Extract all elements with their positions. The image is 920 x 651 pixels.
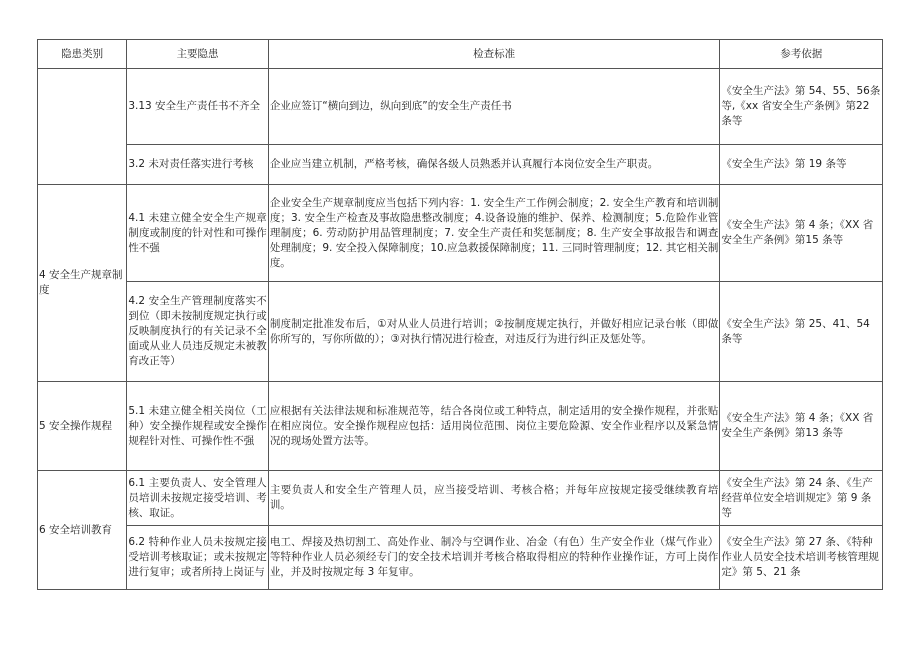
standard-cell: 企业安全生产规章制度应当包括下列内容：1. 安全生产工作例会制度；2. 安全生产教育和培训制度；3. 安全生产检查及事故隐患整改制度；4.设备设施的维护、保养、检测制度；5.危险作业管理制度；6. 劳动防护用品管理制度；7. 安全生产责任和奖惩制度；8. 生产安全事故报告和调查处理制度；9. 安全投入保障制度；10.应急救援保障制度；11. 三同时管理制度；12. 其它相关制度。 [268, 185, 720, 282]
hazard-table [37, 39, 883, 590]
standard-cell: 企业应签订“横向到边，纵向到底”的安全生产责任书 [268, 69, 720, 145]
table-row [38, 471, 883, 526]
hazard-cell: 4.1 未建立健全安全生产规章制度或制度的针对性和可操作性不强 [127, 185, 269, 282]
table-row [38, 69, 883, 145]
reference-cell: 《安全生产法》第 27 条、《特种作业人员安全技术培训考核管理规定》第 5、21 条 [720, 526, 883, 590]
hazard-cell: 6.2 特种作业人员未按规定接受培训考核取证；或未按规定进行复审；或者所持上岗证与 [127, 526, 269, 590]
hazard-cell: 5.1 未建立健全相关岗位（工种）安全操作规程或安全操作规程针对性、可操作性不强 [127, 382, 269, 471]
hazard-cell: 3.13 安全生产责任书不齐全 [127, 69, 269, 145]
header-category: 隐患类别 [38, 40, 127, 69]
table-row [38, 282, 883, 382]
standard-cell: 企业应当建立机制，严格考核，确保各级人员熟悉并认真履行本岗位安全生产职责。 [268, 145, 720, 185]
category-cell [38, 69, 127, 185]
header-reference: 参考依据 [720, 40, 883, 69]
reference-cell: 《安全生产法》第 4 条；《XX 省安全生产条例》第15 条等 [720, 185, 883, 282]
table-header-row [38, 40, 883, 69]
hazard-cell: 3.2 未对责任落实进行考核 [127, 145, 269, 185]
table-row [38, 526, 883, 590]
reference-cell: 《安全生产法》第 25、41、54 条等 [720, 282, 883, 382]
hazard-cell: 4.2 安全生产管理制度落实不到位（即未按制度规定执行或反映制度执行的有关记录不全面或从业人员违反规定未被教育改正等） [127, 282, 269, 382]
reference-cell: 《安全生产法》第 19 条等 [720, 145, 883, 185]
header-standard: 检查标准 [268, 40, 720, 69]
header-hazard: 主要隐患 [127, 40, 269, 69]
standard-cell: 制度制定批准发布后，①对从业人员进行培训；②按制度规定执行，并做好相应记录台帐（即做你所写的，写你所做的）；③对执行情况进行检查，对违反行为进行纠正及惩处等。 [268, 282, 720, 382]
table-row [38, 145, 883, 185]
hazard-cell: 6.1 主要负责人、安全管理人员培训未按规定接受培训、考核、取证。 [127, 471, 269, 526]
reference-cell: 《安全生产法》第 24 条、《生产经营单位安全培训规定》第 9 条等 [720, 471, 883, 526]
standard-cell: 应根据有关法律法规和标准规范等，结合各岗位或工种特点，制定适用的安全操作规程，并张贴在相应岗位。安全操作规程应包括：适用岗位范围、岗位主要危险源、安全作业程序以及紧急情况的现场处置方法等。 [268, 382, 720, 471]
category-cell: 4 安全生产规章制度 [38, 185, 127, 382]
reference-cell: 《安全生产法》第 4 条；《XX 省安全生产条例》第13 条等 [720, 382, 883, 471]
table-row [38, 382, 883, 471]
standard-cell: 电工、焊接及热切割工、高处作业、制冷与空调作业、冶金（有色）生产安全作业（煤气作业）等特种作业人员必须经专门的安全技术培训并考核合格取得相应的特种作业操作证，方可上岗作业，并及时按规定每 3 年复审。 [268, 526, 720, 590]
reference-cell: 《安全生产法》第 54、55、56条等,《xx 省安全生产条例》第22 条等 [720, 69, 883, 145]
table-row [38, 185, 883, 282]
category-cell: 5 安全操作规程 [38, 382, 127, 471]
standard-cell: 主要负责人和安全生产管理人员，应当接受培训、考核合格；并每年应按规定接受继续教育培训。 [268, 471, 720, 526]
category-cell: 6 安全培训教育 [38, 471, 127, 590]
